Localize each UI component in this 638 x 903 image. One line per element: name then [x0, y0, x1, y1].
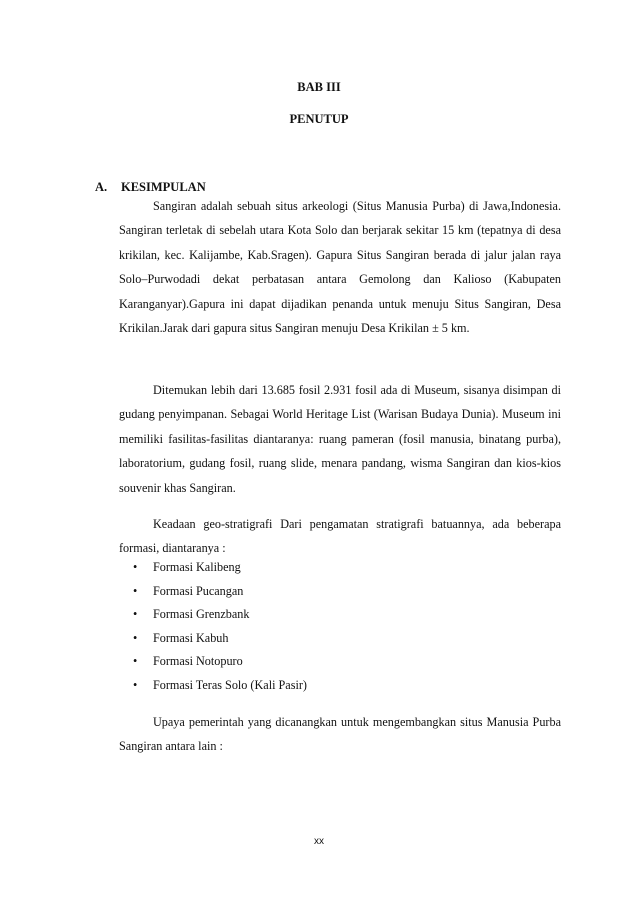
paragraph-text: Sangiran adalah sebuah situs arkeologi (Situs Manusia Purba) di Jawa,Indonesia. Sangiran terletak di sebelah utara Kota Solo dan berjarak sekitar 15 km (tepatnya di desa krikilan, kec. Kalijambe, Kab.Sragen). Gapura Situs Sangiran berada di jalur jalan raya Solo–Purwodadi dekat perbatasan antara Gemolong dan Kalioso (Kabupaten Karanganyar).Gapura ini dapat dijadikan penanda untuk menuju Situs Sangiran, Desa Krikilan.Jarak dari gapura situs Sangiran menuju Desa Krikilan ± 5 km.	[119, 199, 561, 336]
section-title: KESIMPULAN	[121, 180, 206, 194]
bullet-icon: •	[133, 630, 138, 645]
list-item: • Formasi Grenzbank	[119, 603, 307, 627]
list-item: • Formasi Kalibeng	[119, 556, 307, 580]
bullet-icon: •	[133, 677, 138, 692]
paragraph-text: Upaya pemerintah yang dicanangkan untuk mengembangkan situs Manusia Purba Sangiran antara lain :	[119, 715, 561, 754]
paragraph-text: Keadaan geo-stratigrafi Dari pengamatan stratigrafi batuannya, ada beberapa formasi, diantaranya :	[119, 517, 561, 556]
paragraph-text: Ditemukan lebih dari 13.685 fosil 2.931 fosil ada di Museum, sisanya disimpan di gudang penyimpanan. Sebagai World Heritage List (Warisan Budaya Dunia). Museum ini memiliki fasilitas-fasilitas diantaranya: ruang pameran (fosil manusia, binatang purba), laboratorium, gudang fosil, ruang slide, menara pandang, wisma Sangiran dan kios-kios souvenir khas Sangiran.	[119, 383, 561, 495]
list-item: • Formasi Kabuh	[119, 627, 307, 651]
section-heading	[95, 180, 206, 195]
bullet-icon: •	[133, 607, 138, 622]
bullet-icon: •	[133, 583, 138, 598]
section-number: A.	[95, 180, 108, 194]
paragraph-upaya	[119, 710, 561, 759]
page-number: xx	[314, 836, 324, 847]
list-item: • Formasi Pucangan	[119, 580, 307, 604]
formasi-list	[119, 556, 307, 698]
list-item: • Formasi Teras Solo (Kali Pasir)	[119, 674, 307, 698]
bullet-icon: •	[133, 560, 138, 574]
paragraph-sangiran-location	[119, 194, 561, 340]
paragraph-museum	[119, 378, 561, 500]
chapter-title: PENUTUP	[289, 112, 349, 126]
paragraph-stratigrafi	[119, 512, 561, 561]
chapter-label: BAB III	[297, 80, 341, 94]
list-item: • Formasi Notopuro	[119, 650, 307, 674]
bullet-icon: •	[133, 654, 138, 669]
